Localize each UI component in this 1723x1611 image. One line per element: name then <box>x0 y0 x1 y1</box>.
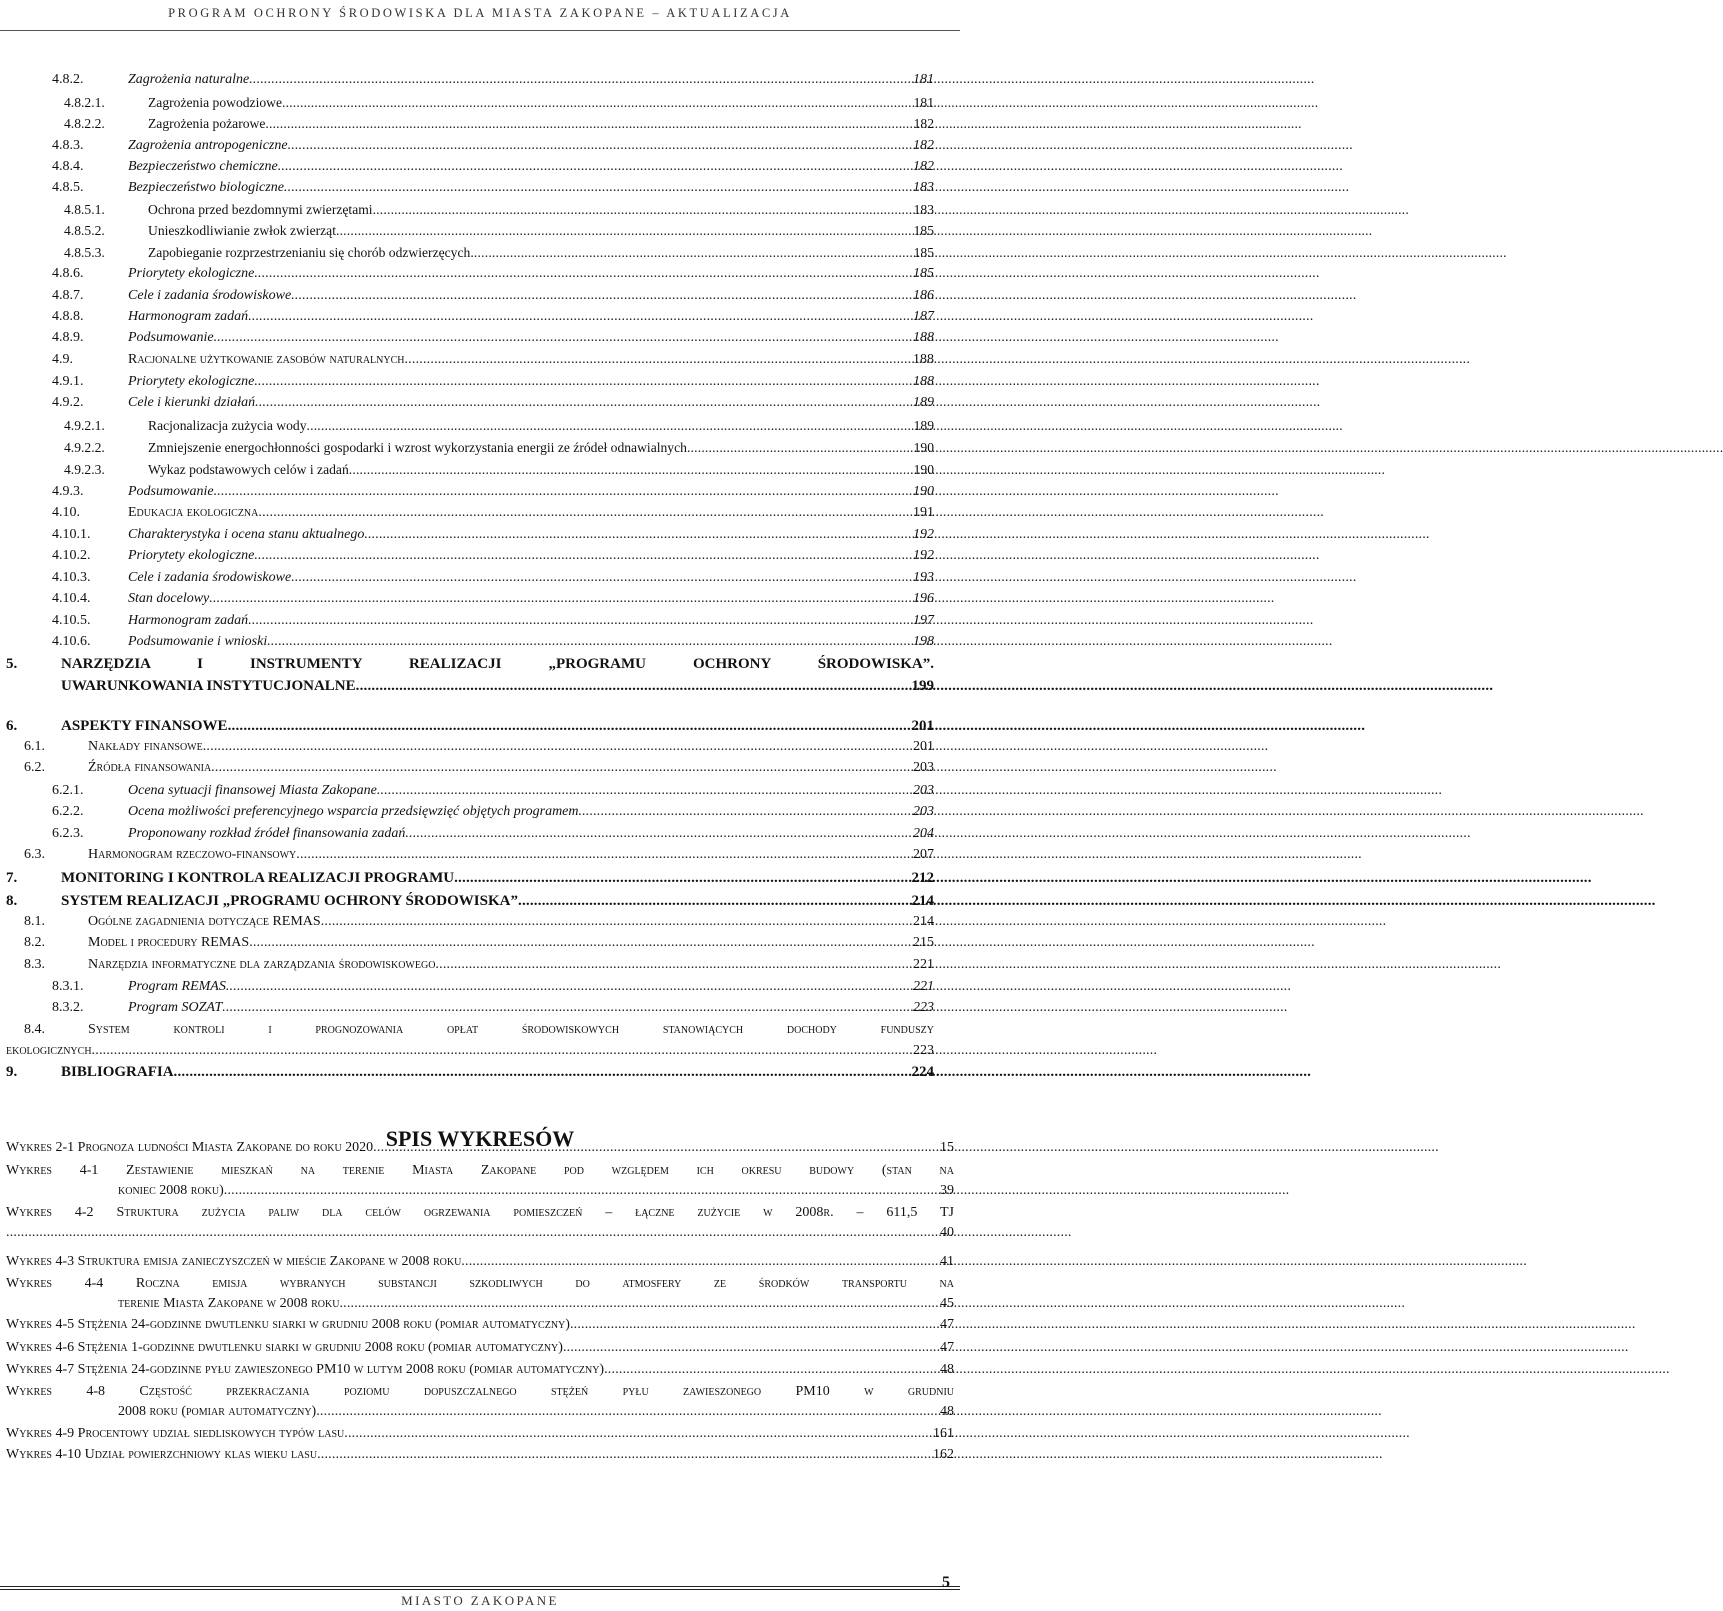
leader-dots <box>254 266 912 282</box>
toc-entry[interactable] <box>24 1022 934 1038</box>
toc-entry-page: 188 <box>913 352 934 367</box>
toc-entry-number: 4.9.3. <box>52 484 84 499</box>
toc-entry[interactable] <box>6 718 934 734</box>
leader-dots <box>224 1181 939 1201</box>
toc-entry-page: 193 <box>913 570 934 585</box>
leader-dots <box>404 352 912 368</box>
toc-entry[interactable] <box>52 634 934 650</box>
figure-entry-page: 161 <box>933 1426 954 1441</box>
toc-entry[interactable] <box>52 783 934 799</box>
toc-entry-number: 6.2. <box>24 760 45 775</box>
header-rule <box>0 30 960 31</box>
toc-entry-number: 6.3. <box>24 847 45 862</box>
figure-entry-title-continued: koniec 2008 roku) <box>118 1183 224 1198</box>
leader-dots <box>258 505 912 521</box>
toc-entry-page: 183 <box>913 202 934 217</box>
leader-dots <box>282 95 913 111</box>
toc-entry-title: Harmonogram rzeczowo-finansowy <box>88 847 297 862</box>
toc-entry[interactable] <box>64 202 934 218</box>
toc-entry[interactable] <box>64 462 934 478</box>
toc-entry-title-continued: ekologicznych <box>6 1043 92 1058</box>
toc-entry-title: Program REMAS <box>128 979 226 994</box>
toc-entry-title: Zagrożenia pożarowe <box>148 116 266 131</box>
toc-entry-title: Nakłady finansowe <box>88 739 203 754</box>
toc-entry-title: Ogólne zagadnienia dotyczące REMAS <box>88 914 321 929</box>
toc-entry-number: 4.8.5.1. <box>64 202 105 217</box>
leader-dots <box>377 783 912 799</box>
toc-entry-title: NARZĘDZIA I INSTRUMENTY REALIZACJI „PROGRAMU OCHRONY ŚRODOWISKA”. <box>61 656 934 672</box>
toc-entry-number: 4.9.1. <box>52 374 84 389</box>
toc-entry-title: ASPEKTY FINANSOWE <box>61 718 228 734</box>
toc-entry[interactable] <box>64 116 934 132</box>
leader-dots <box>249 72 912 88</box>
leader-dots <box>405 826 912 842</box>
toc-entry-number: 6.1. <box>24 739 45 754</box>
toc-entry[interactable] <box>52 527 934 543</box>
leader-dots <box>296 847 912 863</box>
leader-dots <box>291 288 912 304</box>
toc-entry[interactable] <box>52 288 934 304</box>
toc-entry[interactable] <box>52 309 934 325</box>
figures-heading: SPIS WYKRESÓW <box>385 1126 575 1151</box>
toc-entry[interactable] <box>52 266 934 282</box>
figure-entry-title: Wykres 4-7 Stężenia 24-godzinne pyłu zawieszonego PM10 w lutym 2008 roku (pomiar automatyczny) <box>6 1362 605 1377</box>
toc-entry-number: 4.8.7. <box>52 288 84 303</box>
toc-entry-page: 181 <box>913 72 934 87</box>
toc-entry-page: 203 <box>913 783 934 798</box>
leader-dots <box>563 1338 939 1358</box>
leader-dots <box>214 330 912 346</box>
figure-entry-page: 15 <box>940 1140 954 1155</box>
toc-entry[interactable] <box>52 591 934 607</box>
figure-entry-title: Wykres 4-4 Roczna emisja wybranych substancji szkodliwych do atmosfery ze środków transportu na <box>6 1276 954 1291</box>
toc-entry[interactable] <box>6 656 934 672</box>
toc-entry-page: 201 <box>913 739 934 754</box>
footer-rule <box>0 1586 960 1587</box>
figure-entry[interactable] <box>6 1424 954 1444</box>
leader-dots <box>344 1424 932 1444</box>
toc-entry[interactable] <box>52 159 934 175</box>
figure-entry-title-continued: 2008 roku (pomiar automatyczny) <box>118 1404 317 1419</box>
toc-entry-title: Harmonogram zadań <box>128 613 249 628</box>
toc-entry-number: 4.8.5. <box>52 180 84 195</box>
figure-entry[interactable] <box>6 1315 954 1335</box>
toc-entry-number: 4.8.5.2. <box>64 223 105 238</box>
toc-entry-title: Cele i zadania środowiskowe <box>128 570 292 585</box>
toc-entry[interactable] <box>52 548 934 564</box>
toc-entry-number: 8.3.2. <box>52 1000 84 1015</box>
toc-entry-number: 6.2.3. <box>52 826 84 841</box>
toc-entry-title: MONITORING I KONTROLA REALIZACJI PROGRAMU <box>61 870 455 886</box>
toc-entry-page: 214 <box>911 893 934 909</box>
toc-entry-number: 6. <box>6 718 18 734</box>
leader-dots <box>356 678 911 694</box>
toc-entry-title: Ocena możliwości preferencyjnego wsparcia przedsięwzięć objętych programem <box>128 804 579 819</box>
toc-entry-page: 192 <box>913 527 934 542</box>
toc-entry-number: 4.10.1. <box>52 527 91 542</box>
toc-entry[interactable] <box>6 870 934 886</box>
toc-entry[interactable] <box>52 804 934 820</box>
toc-entry-page: 181 <box>913 95 934 110</box>
toc-entry-title: Priorytety ekologiczne <box>128 266 255 281</box>
toc-entry-page: 185 <box>913 266 934 281</box>
toc-entry[interactable] <box>52 979 934 995</box>
toc-entry-number: 4.8.5.3. <box>64 245 105 260</box>
toc-entry[interactable] <box>52 138 934 154</box>
figure-entry-title: Wykres 4-3 Struktura emisja zanieczyszczeń w mieście Zakopane w 2008 roku <box>6 1254 462 1269</box>
leader-dots <box>316 1402 939 1422</box>
figure-entry[interactable] <box>6 1274 954 1314</box>
toc-entry-page: 224 <box>911 1064 934 1080</box>
toc-entry-title: Podsumowanie <box>128 330 214 345</box>
toc-entry-page: 223 <box>913 1043 934 1058</box>
toc-entry-title: Charakterystyka i ocena stanu aktualnego <box>128 527 365 542</box>
toc-entry-number: 4.9.2.2. <box>64 440 105 455</box>
figure-entry[interactable] <box>6 1161 954 1201</box>
toc-entry-number: 4.8.6. <box>52 266 84 281</box>
toc-entry-number: 5. <box>6 656 18 672</box>
toc-entry-page: 187 <box>913 309 934 324</box>
toc-entry-page: 189 <box>913 418 934 433</box>
leader-dots <box>265 116 912 132</box>
figure-entry-page: 48 <box>940 1362 954 1377</box>
toc-entry-title: Cele i zadania środowiskowe <box>128 288 292 303</box>
leader-dots <box>461 1252 939 1272</box>
toc-entry[interactable] <box>64 223 934 239</box>
toc-entry-number: 4.10.2. <box>52 548 91 563</box>
toc-entry-title-continued: UWARUNKOWANIA INSTYTUCJONALNE <box>61 678 356 694</box>
toc-entry[interactable] <box>24 847 934 863</box>
toc-entry-title: Zagrożenia naturalne <box>128 72 250 87</box>
toc-entry-title: Ocena sytuacji finansowej Miasta Zakopane <box>128 783 377 798</box>
figure-entry-page: 47 <box>940 1340 954 1355</box>
toc-entry-page: 191 <box>913 505 934 520</box>
leader-dots <box>228 718 911 734</box>
toc-entry[interactable] <box>64 245 934 261</box>
toc-entry-page: 214 <box>913 914 934 929</box>
toc-entry-page: 190 <box>913 440 934 455</box>
running-footer: MIASTO ZAKOPANE <box>401 1593 559 1608</box>
toc-entry[interactable] <box>52 395 934 411</box>
toc-entry-page: 221 <box>913 957 934 972</box>
figure-entry[interactable] <box>6 1252 954 1272</box>
toc-entry-title: Model i procedury REMAS <box>88 935 250 950</box>
figure-entry[interactable] <box>6 1445 954 1465</box>
leader-dots <box>254 548 912 564</box>
toc-entry-title: Racjonalizacja zużycia wody <box>148 418 307 433</box>
figure-entry[interactable] <box>6 1138 954 1158</box>
leader-dots <box>307 418 913 434</box>
leader-dots <box>349 462 913 478</box>
leader-dots <box>174 1064 911 1080</box>
figure-entry-title: Wykres 4-1 Zestawienie mieszkań na terenie Miasta Zakopane pod względem ich okresu budowy (stan na <box>6 1163 954 1178</box>
toc-entry-title: Podsumowanie i wnioski <box>128 634 268 649</box>
leader-dots <box>373 202 913 218</box>
leader-dots <box>249 935 912 951</box>
toc-entry-page: 192 <box>913 548 934 563</box>
toc-entry-page: 182 <box>913 116 934 131</box>
toc-entry-title: Podsumowanie <box>128 484 214 499</box>
figure-entry-title: Wykres 2-1 Prognoza ludności Miasta Zakopane do roku 2020 <box>6 1140 374 1155</box>
toc-entry-title: Zagrożenia antropogeniczne <box>128 138 288 153</box>
toc-entry-title: Bezpieczeństwo biologiczne <box>128 180 284 195</box>
leader-dots <box>339 1294 939 1314</box>
figure-entry-page: 47 <box>940 1317 954 1332</box>
toc-entry-title: SYSTEM REALIZACJI „PROGRAMU OCHRONY ŚRODOWISKA” <box>61 893 518 909</box>
figure-entry-page: 40 <box>940 1225 954 1240</box>
figure-entry-page: 48 <box>940 1404 954 1419</box>
running-header: PROGRAM OCHRONY ŚRODOWISKA DLA MIASTA ZAKOPANE – AKTUALIZACJA <box>168 6 792 20</box>
leader-dots <box>226 979 912 995</box>
toc-entry-page: 221 <box>913 979 934 994</box>
figure-entry-title: Wykres 4-10 Udział powierzchniowy klas wieku lasu <box>6 1447 318 1462</box>
leader-dots <box>6 1223 939 1243</box>
leader-dots <box>291 570 912 586</box>
toc-entry-title: Źródła finansowania <box>88 760 212 775</box>
toc-entry[interactable] <box>52 570 934 586</box>
toc-entry-title: Wykaz podstawowych celów i zadań <box>148 462 349 477</box>
toc-entry-title: Harmonogram zadań <box>128 309 249 324</box>
leader-dots <box>222 1000 912 1016</box>
toc-entry[interactable] <box>52 1000 934 1016</box>
toc-entry-page: 185 <box>913 223 934 238</box>
toc-entry[interactable] <box>24 935 934 951</box>
toc-entry-page: 190 <box>913 484 934 499</box>
toc-entry-number: 4.9. <box>52 352 73 367</box>
toc-entry-number: 8.3.1. <box>52 979 84 994</box>
toc-entry-number: 4.8.8. <box>52 309 84 324</box>
figure-entry[interactable] <box>6 1338 954 1358</box>
toc-entry-page: 188 <box>913 330 934 345</box>
toc-entry-number: 8.4. <box>24 1022 45 1037</box>
leader-dots <box>579 804 912 820</box>
toc-entry-number: 6.2.2. <box>52 804 84 819</box>
toc-entry-title: Racjonalne użytkowanie zasobów naturalnych <box>128 352 405 367</box>
leader-dots <box>570 1315 939 1335</box>
toc-entry-title: Zapobieganie rozprzestrzenianiu się chorób odzwierzęcych <box>148 245 471 260</box>
toc-entry[interactable] <box>6 1064 934 1080</box>
toc-entry-page: 182 <box>913 138 934 153</box>
toc-entry-title: Priorytety ekologiczne <box>128 548 255 563</box>
toc-entry-number: 4.8.2. <box>52 72 84 87</box>
toc-entry-number: 4.9.2.1. <box>64 418 105 433</box>
leader-dots <box>214 484 912 500</box>
toc-entry-title: System kontroli i prognozowania opłat środowiskowych stanowiących dochody funduszy <box>88 1022 934 1037</box>
toc-entry-number: 4.9.2. <box>52 395 84 410</box>
toc-entry[interactable] <box>52 505 934 521</box>
figure-entry-title: Wykres 4-5 Stężenia 24-godzinne dwutlenku siarki w grudniu 2008 roku (pomiar automatyczny) <box>6 1317 570 1332</box>
leader-dots <box>373 1138 939 1158</box>
toc-entry-title: BIBLIOGRAFIA <box>61 1064 174 1080</box>
toc-entry-continuation[interactable] <box>6 1043 934 1059</box>
toc-entry-page: 190 <box>913 462 934 477</box>
figure-entry-title: Wykres 4-9 Procentowy udział siedliskowych typów lasu <box>6 1426 345 1441</box>
toc-entry-title: Bezpieczeństwo chemiczne <box>128 159 278 174</box>
leader-dots <box>267 634 912 650</box>
toc-entry[interactable] <box>52 613 934 629</box>
figure-entry-title: Wykres 4-8 Częstość przekraczania poziomu dopuszczalnego stężeń pyłu zawieszonego PM10 w grudniu <box>6 1384 954 1399</box>
toc-entry-number: 9. <box>6 1064 18 1080</box>
toc-entry[interactable] <box>24 739 934 755</box>
toc-entry-page: 183 <box>913 180 934 195</box>
figure-entry-page: 45 <box>940 1296 954 1311</box>
toc-entry-number: 7. <box>6 870 18 886</box>
toc-entry-page: 197 <box>913 613 934 628</box>
toc-entry[interactable] <box>52 826 934 842</box>
toc-entry-number: 4.9.2.3. <box>64 462 105 477</box>
toc-entry[interactable] <box>24 760 934 776</box>
leader-dots <box>321 914 912 930</box>
toc-entry[interactable] <box>24 957 934 973</box>
toc-entry[interactable] <box>52 484 934 500</box>
toc-entry-number: 4.8.2.2. <box>64 116 105 131</box>
toc-entry-page: 203 <box>913 804 934 819</box>
toc-entry-title: Program SOZAT <box>128 1000 223 1015</box>
leader-dots <box>248 309 912 325</box>
toc-entry-number: 4.10.5. <box>52 613 91 628</box>
toc-entry-page: 188 <box>913 374 934 389</box>
toc-entry-title: Zmniejszenie energochłonności gospodarki i wzrost wykorzystania energii ze źródeł odnawialnych <box>148 440 687 455</box>
toc-entry-page: 196 <box>913 591 934 606</box>
toc-entry[interactable] <box>52 180 934 196</box>
toc-entry-title: Edukacja ekologiczna <box>128 505 259 520</box>
toc-entry-page: 215 <box>913 935 934 950</box>
toc-entry[interactable] <box>64 418 934 434</box>
toc-entry-number: 8. <box>6 893 18 909</box>
leader-dots <box>288 138 912 154</box>
toc-entry-title: Narzędzia informatyczne dla zarządzania środowiskowego <box>88 957 436 972</box>
leader-dots <box>435 957 912 973</box>
leader-dots <box>454 870 910 886</box>
toc-entry[interactable] <box>52 330 934 346</box>
toc-entry[interactable] <box>64 95 934 111</box>
toc-entry-number: 4.10.4. <box>52 591 91 606</box>
leader-dots <box>284 180 912 196</box>
toc-entry-page: 199 <box>911 678 934 694</box>
leader-dots <box>518 893 911 909</box>
toc-entry-page: 212 <box>911 870 934 886</box>
leader-dots <box>92 1043 912 1059</box>
toc-entry[interactable] <box>6 893 934 909</box>
figure-entry-title-continued: terenie Miasta Zakopane w 2008 roku <box>118 1296 340 1311</box>
toc-entry-title: Unieszkodliwianie zwłok zwierząt <box>148 223 336 238</box>
toc-entry-page: 182 <box>913 159 934 174</box>
toc-entry-title: Ochrona przed bezdomnymi zwierzętami <box>148 202 373 217</box>
toc-entry-page: 201 <box>911 718 934 734</box>
toc-entry-title: Stan docelowy <box>128 591 210 606</box>
toc-entry[interactable] <box>52 374 934 390</box>
figure-entry-title: Wykres 4-2 Struktura zużycia paliw dla celów ogrzewania pomieszczeń – łączne zużycie w 2008r. – 611,5 TJ <box>6 1205 954 1220</box>
toc-entry-page: 203 <box>913 760 934 775</box>
toc-entry[interactable] <box>52 352 934 368</box>
toc-entry-number: 4.8.4. <box>52 159 84 174</box>
figure-entry-page: 39 <box>940 1183 954 1198</box>
figure-entry-page: 41 <box>940 1254 954 1269</box>
toc-entry[interactable] <box>24 914 934 930</box>
leader-dots <box>687 440 913 456</box>
leader-dots <box>254 374 912 390</box>
toc-entry-number: 4.8.3. <box>52 138 84 153</box>
figure-entry[interactable] <box>6 1360 954 1380</box>
toc-entry-title: Priorytety ekologiczne <box>128 374 255 389</box>
toc-entry-page: 204 <box>913 826 934 841</box>
leader-dots <box>248 613 912 629</box>
leader-dots <box>278 159 912 175</box>
figure-entry[interactable] <box>6 1382 954 1422</box>
toc-entry-number: 4.8.9. <box>52 330 84 345</box>
toc-entry-page: 198 <box>913 634 934 649</box>
toc-entry-page: 186 <box>913 288 934 303</box>
figure-entry-page: 162 <box>933 1447 954 1462</box>
toc-entry-page: 185 <box>913 245 934 260</box>
leader-dots <box>604 1360 939 1380</box>
toc-entry-number: 6.2.1. <box>52 783 84 798</box>
toc-entry-title: Cele i kierunki działań <box>128 395 256 410</box>
toc-entry-page: 223 <box>913 1000 934 1015</box>
toc-entry-title: Proponowany rozkład źródeł finansowania zadań <box>128 826 406 841</box>
leader-dots <box>470 245 912 261</box>
leader-dots <box>255 395 912 411</box>
toc-entry-number: 4.10.3. <box>52 570 91 585</box>
leader-dots <box>317 1445 932 1465</box>
leader-dots <box>211 760 912 776</box>
toc-entry-title: Zagrożenia powodziowe <box>148 95 282 110</box>
toc-entry-number: 8.1. <box>24 914 45 929</box>
leader-dots <box>364 527 912 543</box>
toc-entry[interactable] <box>64 440 934 456</box>
toc-entry-page: 207 <box>913 847 934 862</box>
toc-entry-number: 4.8.2.1. <box>64 95 105 110</box>
toc-entry[interactable] <box>52 72 934 88</box>
figure-entry-title: Wykres 4-6 Stężenia 1-godzinne dwutlenku siarki w grudniu 2008 roku (pomiar automatyczny) <box>6 1340 563 1355</box>
toc-entry-number: 4.10.6. <box>52 634 91 649</box>
toc-entry-number: 4.10. <box>52 505 80 520</box>
toc-entry-number: 8.2. <box>24 935 45 950</box>
toc-entry-page: 189 <box>913 395 934 410</box>
leader-dots <box>336 223 913 239</box>
toc-entry-number: 8.3. <box>24 957 45 972</box>
leader-dots <box>203 739 912 755</box>
page-number: 5 <box>942 1574 950 1591</box>
toc-entry-continuation[interactable] <box>61 678 934 694</box>
leader-dots <box>209 591 912 607</box>
figure-entry[interactable] <box>6 1203 954 1243</box>
footer-rule-secondary <box>0 1589 960 1590</box>
